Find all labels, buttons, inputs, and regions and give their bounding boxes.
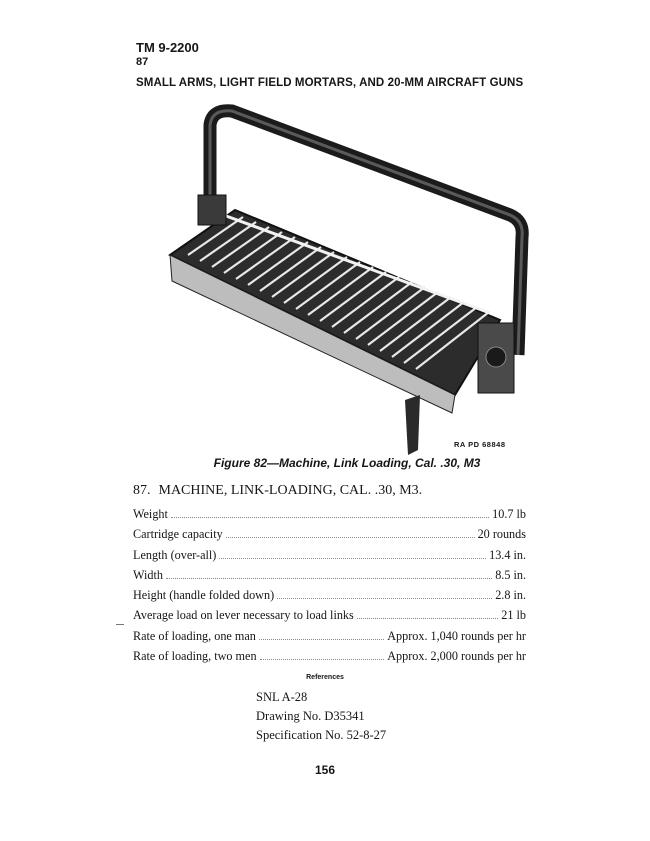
- section-number: 87.: [133, 483, 151, 498]
- spec-row: [133, 568, 526, 588]
- spec-value: Approx. 2,000 rounds per hr: [387, 649, 526, 664]
- spec-row: [133, 548, 526, 568]
- spec-label: Cartridge capacity: [133, 527, 223, 542]
- machine-photo: [140, 95, 530, 455]
- reference-item: Specification No. 52-8-27: [256, 728, 387, 742]
- leader-dots: [171, 517, 489, 518]
- spec-label: Height (handle folded down): [133, 588, 275, 603]
- ra-code: RA PD 68848: [454, 440, 506, 449]
- spec-label: Weight: [133, 507, 168, 521]
- figure-caption: [0, 456, 650, 470]
- figure-caption-text: Figure 82—Machine, Link Loading, Cal. .30, M3: [213, 456, 481, 470]
- spec-table: [133, 507, 526, 669]
- page-number: 156: [314, 763, 336, 777]
- spec-value: Approx. 1,040 rounds per hr: [387, 628, 526, 643]
- section-title: MACHINE, LINK-LOADING, CAL. .30, M3.: [158, 483, 423, 498]
- spec-row: [133, 649, 526, 669]
- leader-dots: [357, 618, 499, 619]
- spec-label: Width: [133, 567, 163, 582]
- reference-item: SNL A-28: [256, 690, 308, 704]
- spec-value: 2.8 in.: [495, 588, 526, 603]
- leader-dots: [226, 537, 475, 538]
- reference-item: Drawing No. D35341: [256, 709, 365, 723]
- spec-row: [133, 507, 526, 527]
- spec-value: 13.4 in.: [489, 547, 526, 562]
- paragraph-number: 87: [136, 56, 149, 68]
- spec-row: [133, 608, 526, 628]
- section-heading: [133, 483, 422, 499]
- spec-row: [133, 588, 526, 608]
- running-header: SMALL ARMS, LIGHT FIELD MORTARS, AND 20-MM AIRCRAFT GUNS: [136, 77, 524, 89]
- margin-mark: [116, 624, 124, 625]
- tm-number: TM 9-2200: [136, 40, 199, 55]
- spec-label: Rate of loading, one man: [133, 628, 256, 643]
- spec-label: Length (over-all): [133, 547, 217, 562]
- spec-value: 20 rounds: [477, 527, 526, 542]
- leader-dots: [219, 558, 486, 559]
- spec-row: [133, 527, 526, 547]
- leader-dots: [277, 598, 492, 599]
- references-heading: References: [306, 674, 344, 681]
- spec-label: Average load on lever necessary to load links: [133, 608, 354, 623]
- leader-dots: [166, 578, 492, 579]
- spec-label: Rate of loading, two men: [133, 649, 257, 664]
- spec-value: 21 lb: [501, 608, 526, 623]
- leader-dots: [259, 639, 384, 640]
- spec-value: 8.5 in.: [495, 567, 526, 582]
- spec-value: 10.7 lb: [492, 507, 526, 521]
- spec-row: [133, 629, 526, 649]
- leader-dots: [260, 659, 385, 660]
